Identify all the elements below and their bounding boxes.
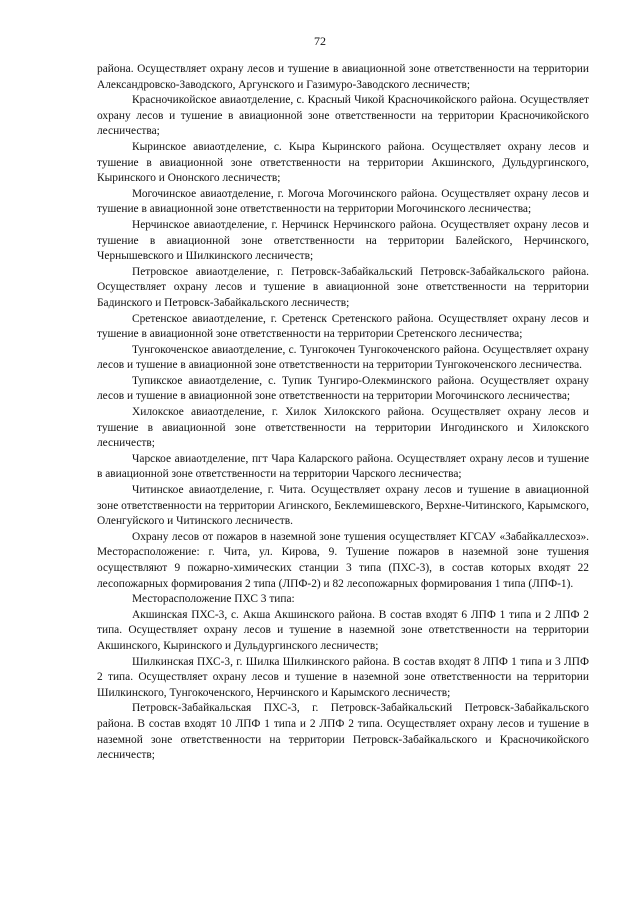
paragraph-sretensk: Сретенское авиаотделение, г. Сретенск Сретенского района. Осуществляет охрану лесов и тушение в авиационной зоне ответственности на территории Сретенского лесничества; <box>97 312 589 341</box>
paragraph-tupik: Тупикское авиаотделение, с. Тупик Тунгиро-Олекминского района. Осуществляет охрану лесов и тушение в авиационной зоне ответственности на территории Могочинского лесничества; <box>97 374 589 403</box>
paragraph-nerchinsk: Нерчинское авиаотделение, г. Нерчинск Нерчинского района. Осуществляет охрану лесов и тушение в авиационной зоне ответственности на территории Балейского, Нерчинского, Чернышевского и Шилкинского лесничеств; <box>97 218 589 263</box>
page-number: 72 <box>314 34 326 48</box>
paragraph-chara: Чарское авиаотделение, пгт Чара Каларского района. Осуществляет охрану лесов и тушение в авиационной зоне ответственности на территории Чарского лесничества; <box>97 452 589 481</box>
paragraph-continuation: района. Осуществляет охрану лесов и тушение в авиационной зоне ответственности на территории Александровско-Заводского, Аргунского и Газимуро-Заводского лесничеств; <box>97 63 589 91</box>
paragraph-khilok: Хилокское авиаотделение, г. Хилок Хилокского района. Осуществляет охрану лесов и тушение в авиационной зоне ответственности на территории Ингодинского и Хилокского лесничеств; <box>97 406 589 450</box>
body-text <box>97 62 589 764</box>
paragraph-krasnochikoy: Красночикойское авиаотделение, с. Красный Чикой Красночикойского района. Осуществляет охрану лесов и тушение в авиационной зоне ответственности на территории Красночикойского лесничества; <box>97 94 589 138</box>
paragraph-chita: Читинское авиаотделение, г. Чита. Осуществляет охрану лесов и тушение в авиационной зоне ответственности на территории Агинского, Беклемишевского, Верхне-Читинского, Карымского, Оленгуйского и Читинского лесничеств. <box>97 484 589 528</box>
paragraph-petrovsk: Петровское авиаотделение, г. Петровск-Забайкальский Петровск-Забайкальского района. Осуществляет охрану лесов и тушение в авиационной зоне ответственности на территории Бадинского и Петровск-Забайкальского лесничеств; <box>97 265 589 309</box>
paragraph-mogocha: Могочинское авиаотделение, г. Могоча Могочинского района. Осуществляет охрану лесов и тушение в авиационной зоне ответственности на территории Могочинского лесничества; <box>97 187 589 216</box>
paragraph-aksha-pkhs: Акшинская ПХС-3, с. Акша Акшинского района. В состав входят 6 ЛПФ 1 типа и 2 ЛПФ 2 типа. Осуществляет охрану лесов и тушение в наземной зоне ответственности на территории Акшинского, Кыринского и Дульдургинского лесничеств; <box>97 608 589 652</box>
paragraph-ground-zone: Охрану лесов от пожаров в наземной зоне тушения осуществляет КГСАУ «Забайкаллесхоз». Месторасположение: г. Чита, ул. Кирова, 9. Тушение пожаров в наземной зоне тушения осуществляют 9 пожарно-химических станции 3 типа (ПХС-3), в состав которых входят 22 лесопожарных формирования 2 типа (ЛПФ-2) и 82 лесопожарных формирования 1 типа (ЛПФ-1). <box>97 530 589 590</box>
paragraph-kyra: Кыринское авиаотделение, с. Кыра Кыринского района. Осуществляет охрану лесов и тушение в авиационной зоне ответственности на территории Акшинского, Дульдургинского, Кыринского и Ононского лесничеств; <box>97 140 589 185</box>
paragraph-shilka-pkhs: Шилкинская ПХС-3, г. Шилка Шилкинского района. В состав входят 8 ЛПФ 1 типа и 3 ЛПФ 2 типа. Осуществляет охрану лесов и тушение в наземной зоне ответственности на территории Шилкинского, Тунгокоченского, Нерчинского и Карымского лесничеств; <box>97 655 589 699</box>
paragraph-petrovsk-pkhs: Петровск-Забайкальская ПХС-3, г. Петровск-Забайкальский Петровск-Забайкальского района. В состав входят 10 ЛПФ 1 типа и 2 ЛПФ 2 типа. Осуществляет охрану лесов и тушение в наземной зоне ответственности на территории Петровск-Забайкальского и Красночикойского лесничеств; <box>97 702 589 762</box>
paragraph-tungokochen: Тунгокоченское авиаотделение, с. Тунгокочен Тунгокоченского района. Осуществляет охрану лесов и тушение в авиационной зоне ответственности на территории Тунгокоченского лесничества. <box>97 343 589 372</box>
paragraph-pkhs-heading: Месторасположение ПХС 3 типа: <box>132 593 295 606</box>
